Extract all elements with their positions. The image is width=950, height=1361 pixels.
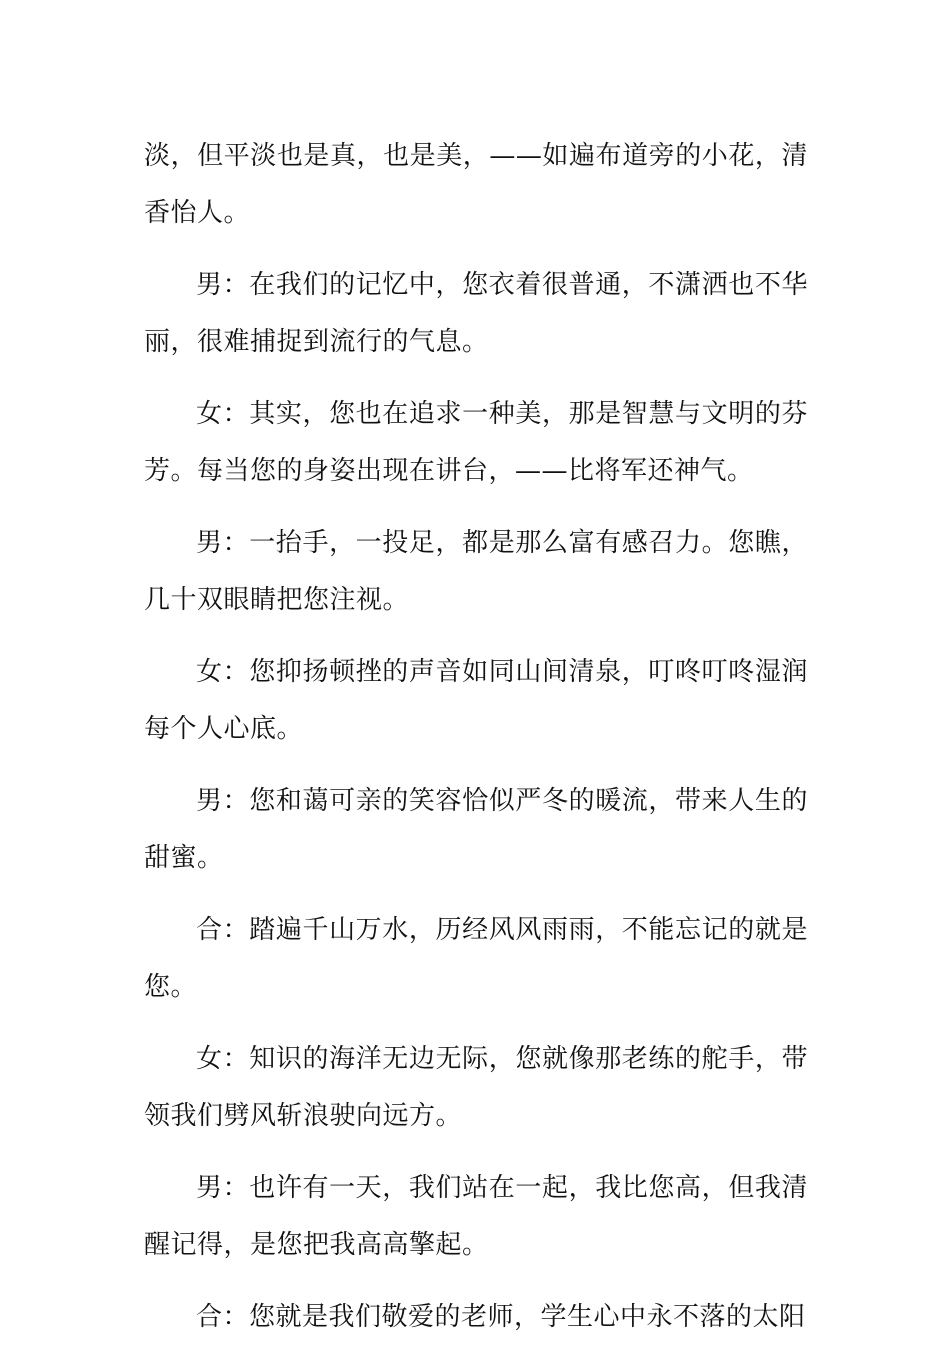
paragraph-male-4: 男：也许有一天，我们站在一起，我比您高，但我清醒记得，是您把我高高擎起。 (144, 1173, 808, 1260)
paragraph-together-1: 合：踏遍千山万水，历经风风雨雨，不能忘记的就是您。 (144, 915, 808, 1002)
paragraph-female-3: 女：知识的海洋无边无际，您就像那老练的舵手，带领我们劈风斩浪驶向远方。 (144, 1044, 808, 1131)
paragraph-female-1: 女：其实，您也在追求一种美，那是智慧与文明的芬芳。每当您的身姿出现在讲台，——比将军还神气。 (144, 399, 808, 486)
paragraph-together-2: 合：您就是我们敬爱的老师，学生心中永不落的太阳 (196, 1302, 806, 1332)
paragraph-male-3: 男：您和蔼可亲的笑容恰似严冬的暖流，带来人生的甜蜜。 (144, 786, 808, 873)
paragraph-continuation: 淡，但平淡也是真，也是美，——如遍布道旁的小花，清香怡人。 (144, 141, 808, 228)
document-page (144, 128, 808, 1361)
paragraph-female-2: 女：您抑扬顿挫的声音如同山间清泉，叮咚叮咚湿润每个人心底。 (144, 657, 808, 744)
paragraph-male-2: 男：一抬手，一投足，都是那么富有感召力。您瞧，几十双眼睛把您注视。 (144, 528, 808, 615)
paragraph-male-1: 男：在我们的记忆中，您衣着很普通，不潇洒也不华丽，很难捕捉到流行的气息。 (144, 270, 808, 357)
